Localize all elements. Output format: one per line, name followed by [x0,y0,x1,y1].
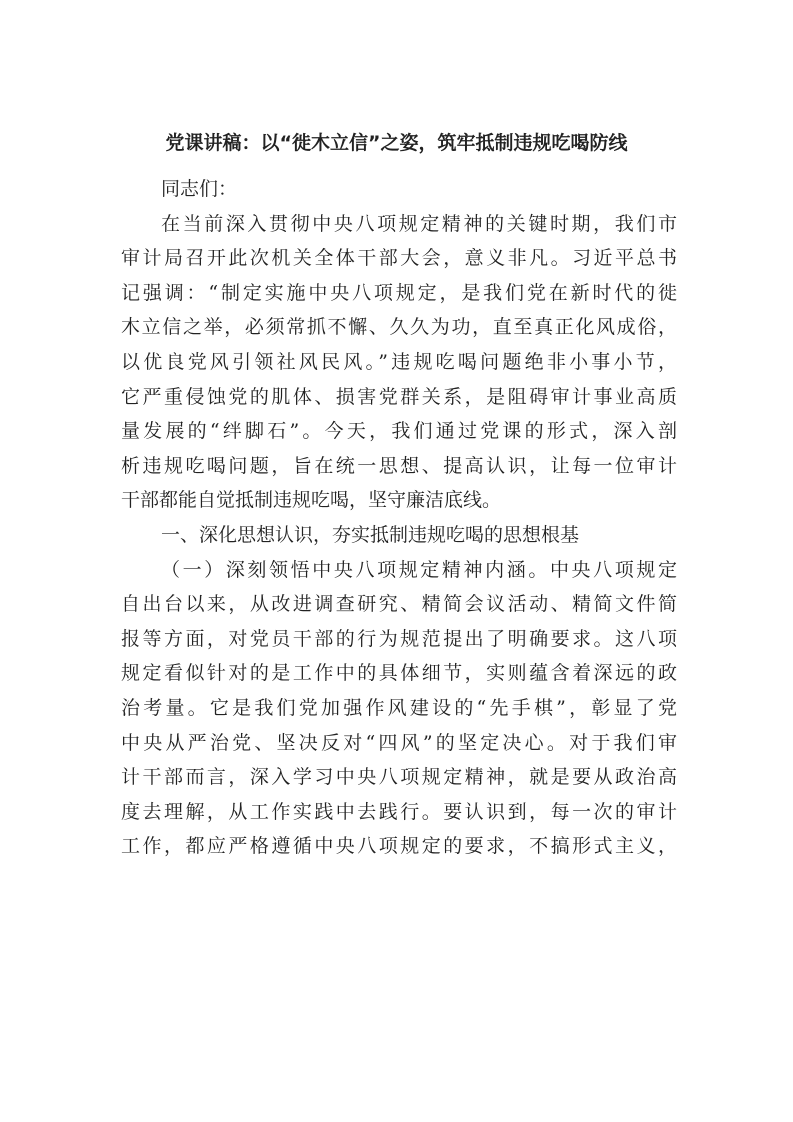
paragraph-line: 记强调：“制定实施中央八项规定，是我们党在新时代的徙 [121,281,677,304]
paragraph-line: 度去理解，从工作实践中去践行。要认识到，每一次的审计 [121,800,677,823]
document-title: 党课讲稿：以“徙木立信”之姿，筑牢抵制违规吃喝防线 [165,132,628,154]
paragraph-line: 规定看似针对的是工作中的具体细节，实则蕴含着深远的政 [121,662,677,685]
paragraph-line: 以优良党风引领社风民风。”违规吃喝问题绝非小事小节， [121,350,677,373]
subsection-line: （一）深刻领悟中央八项规定精神内涵。中央八项规定 [161,558,677,581]
paragraph-line: 它严重侵蚀党的肌体、损害党群关系，是阻碍审计事业高质 [121,385,677,408]
section-heading: 一、深化思想认识，夯实抵制违规吃喝的思想根基 [161,523,580,546]
paragraph-line: 自出台以来，从改进调查研究、精简会议活动、精简文件简 [121,593,677,616]
paragraph-line: 审计局召开此次机关全体干部大会，意义非凡。习近平总书 [121,247,677,270]
paragraph-line: 工作，都应严格遵循中央八项规定的要求，不搞形式主义， [121,835,677,858]
paragraph-line: 木立信之举，必须常抓不懈、久久为功，直至真正化风成俗， [121,316,677,339]
paragraph-line: 析违规吃喝问题，旨在统一思想、提高认识，让每一位审计 [121,454,677,477]
paragraph-line: 量发展的“绊脚石”。今天，我们通过党课的形式，深入剖 [121,420,677,443]
salutation: 同志们： [161,178,238,200]
paragraph-line: 在当前深入贯彻中央八项规定精神的关键时期，我们市 [161,212,677,235]
paragraph-line: 干部都能自觉抵制违规吃喝，坚守廉洁底线。 [121,489,502,512]
document-body [121,172,677,864]
paragraph-line: 报等方面，对党员干部的行为规范提出了明确要求。这八项 [121,627,677,650]
paragraph-line: 治考量。它是我们党加强作风建设的“先手棋”，彰显了党 [121,696,677,719]
paragraph-line: 计干部而言，深入学习中央八项规定精神，就是要从政治高 [121,766,677,789]
paragraph-line: 中央从严治党、坚决反对“四风”的坚定决心。对于我们审 [121,731,677,754]
